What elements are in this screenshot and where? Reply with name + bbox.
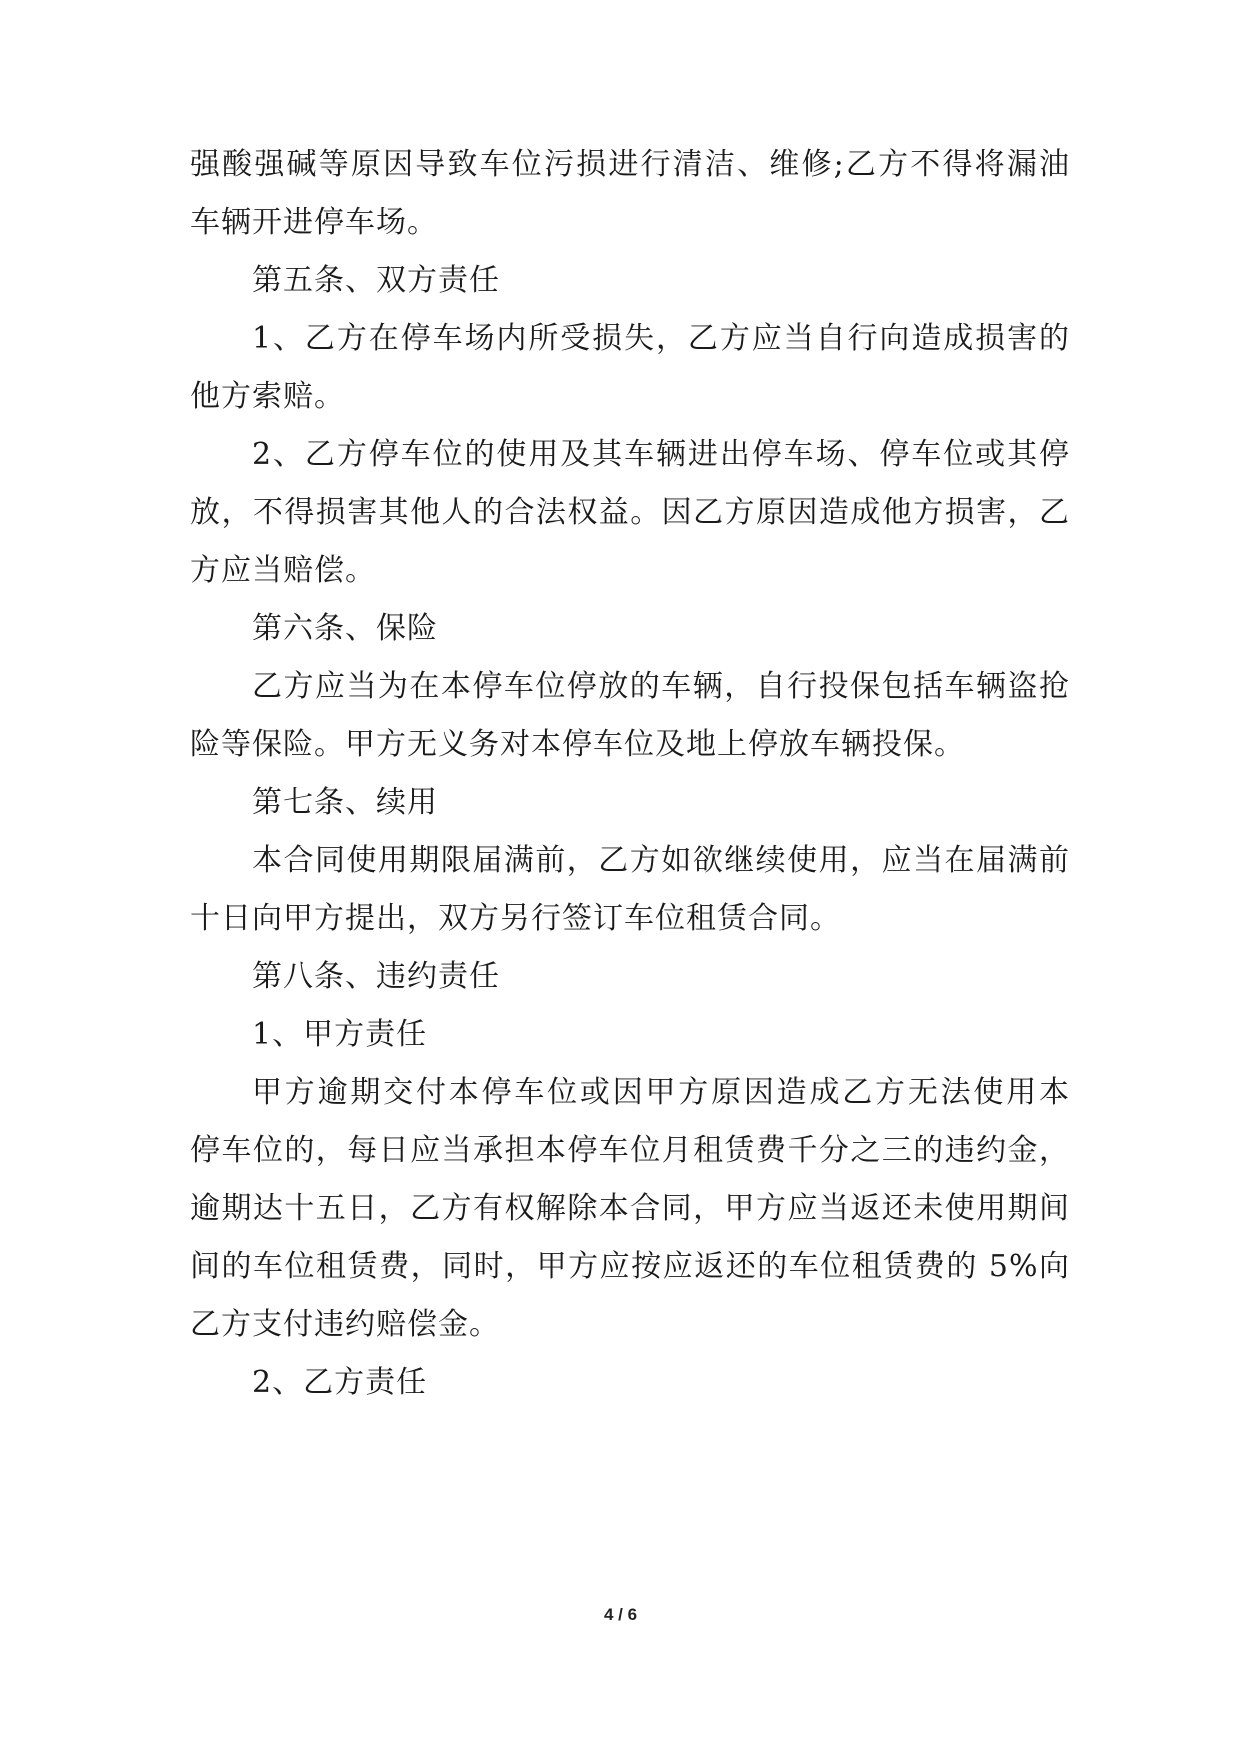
section-heading: 第六条、保险 [252, 611, 438, 646]
subsection-heading: 2、乙方责任 [252, 1365, 428, 1400]
page-number: 4 / 6 [603, 1605, 638, 1624]
text-line: 乙方应当为在本停车位停放的车辆，自行投保包括车辆盗抢 [252, 669, 1070, 704]
text-line: 停车位的，每日应当承担本停车位月租赁费千分之三的违约金， [190, 1133, 1070, 1168]
text-line: 间的车位租赁费，同时，甲方应按应返还的车位租赁费的 5%向 [190, 1249, 1070, 1284]
text-line: 方应当赔偿。 [190, 553, 376, 588]
section-heading: 第七条、续用 [252, 785, 438, 820]
subsection-heading: 1、甲方责任 [252, 1017, 428, 1052]
section-heading: 第五条、双方责任 [252, 263, 500, 298]
text-line: 乙方支付违约赔偿金。 [190, 1307, 500, 1342]
text-line: 险等保险。甲方无义务对本停车位及地上停放车辆投保。 [190, 727, 965, 762]
text-line: 十日向甲方提出，双方另行签订车位租赁合同。 [190, 901, 841, 936]
text-line: 2、乙方停车位的使用及其车辆进出停车场、停车位或其停 [252, 437, 1070, 472]
section-heading: 第八条、违约责任 [252, 959, 500, 994]
text-line: 1、乙方在停车场内所受损失，乙方应当自行向造成损害的 [252, 321, 1070, 356]
text-line: 放，不得损害其他人的合法权益。因乙方原因造成他方损害，乙 [190, 495, 1070, 530]
text-line: 逾期达十五日，乙方有权解除本合同，甲方应当返还未使用期间 [190, 1191, 1070, 1226]
text-line: 他方索赔。 [190, 379, 345, 414]
text-line: 强酸强碱等原因导致车位污损进行清洁、维修;乙方不得将漏油 [190, 147, 1070, 182]
text-line: 甲方逾期交付本停车位或因甲方原因造成乙方无法使用本 [252, 1075, 1070, 1110]
text-line: 本合同使用期限届满前，乙方如欲继续使用，应当在届满前 [252, 843, 1070, 878]
text-line: 车辆开进停车场。 [190, 205, 438, 240]
